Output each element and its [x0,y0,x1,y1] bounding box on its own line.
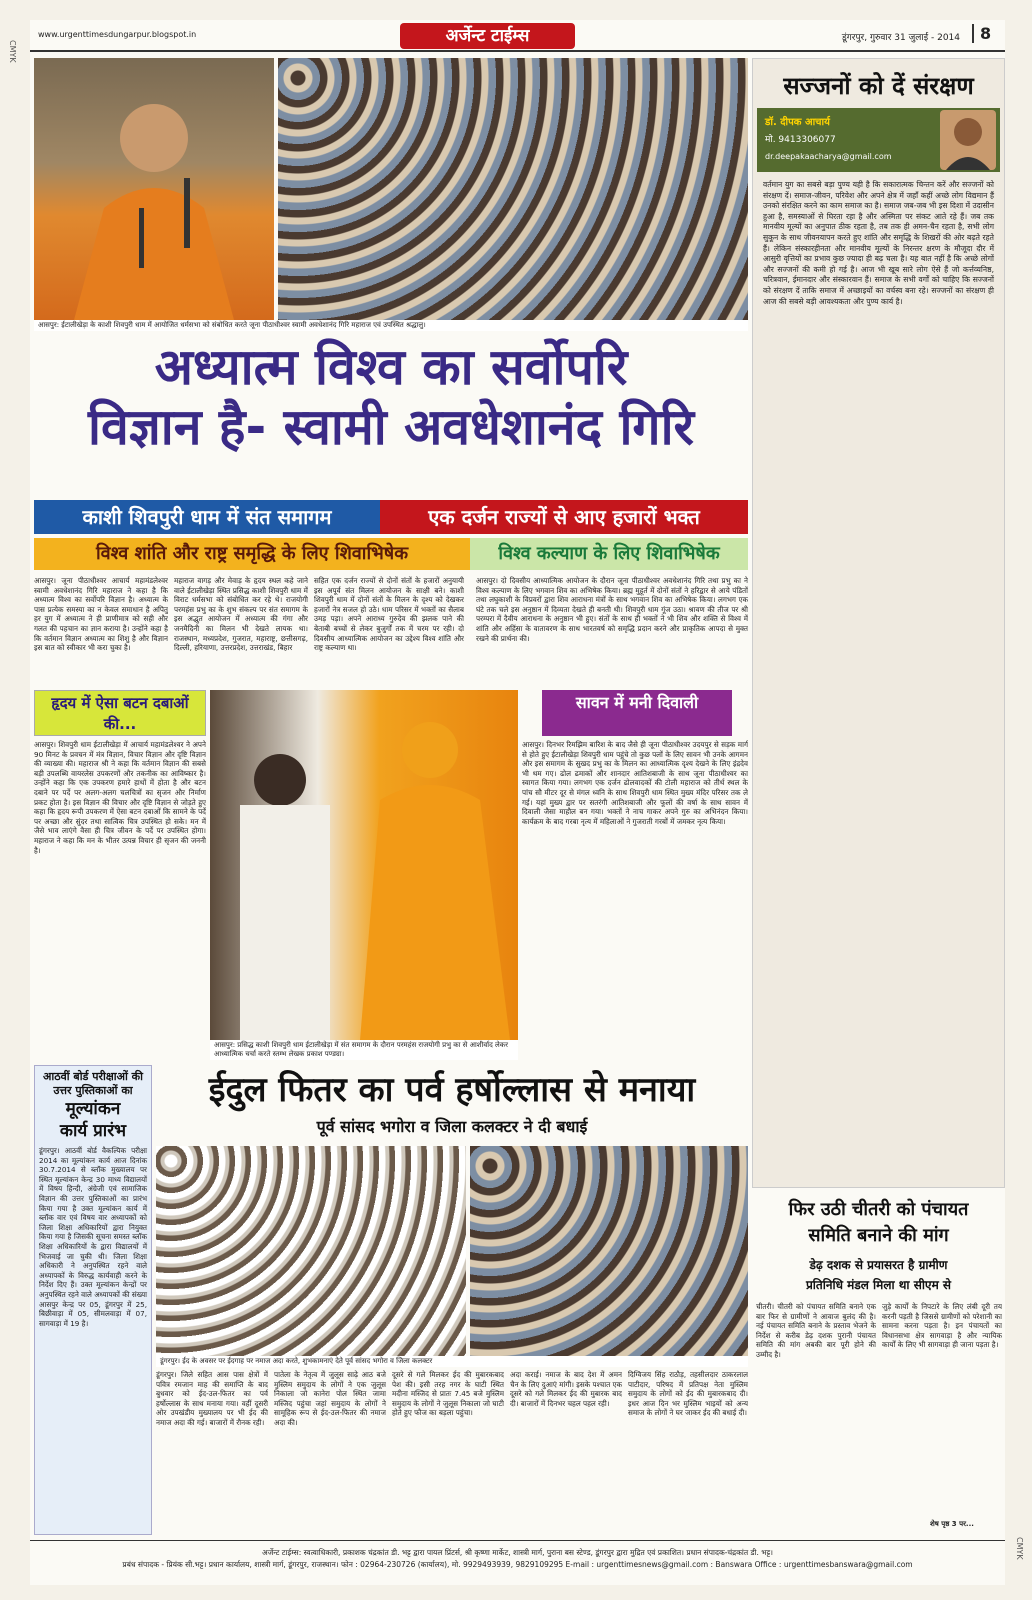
right-column-body: वर्तमान युग का सबसे बड़ा पुण्य यही है कि सकारात्मक चिन्तन करें और सज्जनों को संरक्षण दें। समाज-जीवन, परिवेश और अपने क्षेत्र में जहाँ कहीं अच्छे लोग विद्यमान हैं उनको संरक्षित करने का काम समाज का है। समाज जब-जब भी इस दिशा में उदासीन हुआ है, समस्याओं से घिरता रहा है और अस्मिता पर संकट आते रहे हैं। जब तक मानवीय मूल्यों का अनुपात ठीक रहता है, तब तक ही अमन-चैन रहता है, सभी लोग सुकून के साथ जीवनयापन करते हुए शांति और समृद्धि के शिखरों की ओर बढ़ते रहते हैं। लेकिन संस्कारहीनता और मानवीय मूल्यों के निरन्तर क्षरण के मौजूदा दौर में आसुरी वृत्तियों का प्रभाव कुछ ज्यादा ही बढ़ चला है। यह बात नहीं है कि अच्छे लोगों और सज्जनों की कमी हो गई है। आज भी खूब सारे लोग ऐसे हैं जो कर्त्तव्यनिष्ठ, चरित्रवान, ईमानदार और संस्कारवान हैं। समाज के सभी वर्गों को चाहिए कि सज्जनों को संरक्षण दें ताकि समाज में अच्छाइयों का वर्चस्व बना रहे। सज्जनों का संरक्षण ही आज की सबसे बड़ी आवश्यकता और पुण्य कार्य है। [763,180,994,306]
sidebar-title-1: आठवीं बोर्ड परीक्षाओं की [43,1070,143,1083]
brand-logo: अर्जेन्ट टाईम्स [400,23,575,49]
story-col-2: महाराज वागड़ और मेवाड़ के हृदय स्थल कहे जाने वाले ईटालीखेड़ा स्थित प्रसिद्ध काशी शिवपुरी धाम में विराट धर्मसभा को संबोधित कर रहे थे। राजयोगी परमहंस प्रभु का के शुभ संकल्प पर संत समागम के इस अद्भुत आयोजन में अध्यात्म की गंगा और जनमैदिनी का मिलन भी देखते लायक था। राजस्थान, मध्यप्रदेश, गुजरात, महाराष्ट्र, छत्तीसगढ़, दिल्ली, हरियाणा, उत्तरप्रदेश, उत्तराखंड, बिहार [174,576,308,653]
dateline: डूंगरपुर, गुरुवार 31 जुलाई - 2014 [841,33,960,43]
cmyk-marker-bottom: CMYK [1015,1537,1024,1560]
main-headline-line1: अध्यात्म विश्व का सर्वोपरि [154,338,628,396]
continued-note: शेष पृष्ठ 3 पर... [930,1520,974,1528]
chitri-title-1: फिर उठी चीतरी को पंचायत [788,1199,969,1220]
swami-photo [34,58,274,320]
box-right-body: आसपुर। दिनभर रिमझिम बारिश के बाद जैसे ही जूना पीठाधीश्वर उदयपुर से सड़क मार्ग से होते हुए ईटालीखेड़ा शिवपुरी धाम पहुंचे तो कुछ पलों के लिए सावन भी उनके आगमन और इस समागम के सुखद प्रभु का के मिलन का आध्यात्मिक दृश्य देखने के लिए इंद्रदेव भी थम गए। ढोल ढमाकों और शानदार आतिशबाजी के साथ जूना पीठाधीश्वर का स्वागत किया गया। लगभग एक दर्जन ढोलवादकों की टोली महाराज को तीर्थ स्थल के पांच सौ मीटर दूर से मंगल ध्वनि के साथ शिवपुरी धाम स्थित मुख्य मंदिर परिसर तक ले गई। यहां मुख्य द्वार पर सतरंगी आतिशबाजी और फूलों की वर्षा के साथ सावन में दिवाली जैसा माहौल बन गया। भक्तों ने नाच गाकर अपने गुरु का अभिनंदन किया। कार्यक्रम के बाद गरबा नृत्य में महिलाओं ने गुजराती गरबों में जमकर नृत्य किया। [522,740,748,826]
chitri-sub-2: प्रतिनिधि मंडल मिला था सीएम से [805,1278,952,1292]
right-column-title: सज्जनों को दें संरक्षण [783,72,974,100]
story-col-3: सहित एक दर्जन राज्यों से दोनों संतों के हजारों अनुयायी इस अपूर्व संत मिलन आयोजन के साक्षी बने। काशी शिवपुरी धाम में दोनों संतों के मिलन के दृश्य को देखकर हजारों नेत्र सजल हो उठे। धाम परिसर में भक्तों का सैलाब उमड़ पड़ा। अपने आराध्य गुरुदेव की झलक पाने की बेताबी बच्चों से लेकर बुजुर्गों तक में चरम पर रही। दो दिवसीय आध्यात्मिक आयोजन का उद्देश्य विश्व शांति और राष्ट्र कल्याण था। [314,576,464,653]
center-photo-caption: आसपुर: प्रसिद्ध काशी शिवपुरी धाम ईटालीखेड़ा में संत समागम के दौरान परमहंस राजयोगी प्रभु का से आशीर्वाद लेकर आध्यात्मिक चर्चा करते स्तम्भ लेखक प्रकाश पण्ड्या। [210,1040,518,1060]
cmyk-marker: CMYK [8,40,17,63]
sidebar-body: डूंगरपुर। आठवीं बोर्ड वैकल्पिक परीक्षा 2014 का मूल्यांकन कार्य आज दिनांक 30.7.2014 से ब्लॉक मुख्यालय पर स्थित मूल्यांकन केन्द्र 30 माध्य विद्यालयों में विषय हिन्दी, अंग्रेजी एवं सामाजिक विज्ञान की उत्तर पुस्तिकाओं का प्रारंभ किया गया है उक्त मूल्यांकन कार्य में ब्लॉक वार एवं विषय वार अध्यापकों को जिला शिक्षा अधिकारियों द्वारा नियुक्त किया गया है जिसकी सूचना समस्त ब्लॉक शिक्षा अधिकारियों के द्वारा विद्यालयों में भिजवाई जा चुकी थी। जिला शिक्षा अधिकारी ने अनुपस्थित रहने वाले अध्यापकों के विरुद्ध कार्यवाही करने के निर्देश दिए हैं। उक्त मूल्यांकन केन्द्रों पर अनुपस्थित रहने वाले अध्यापकों की संख्या आसपुर केन्द्र पर 05, डूंगरपुर में 25, बिछीवाड़ा में 05, सीमलवाड़ा में 07, सागवाड़ा में 19 है। [39,1146,147,1328]
story-col-1: आसपुर। जूना पीठाधीश्वर आचार्य महामंडलेश्वर स्वामी अवधेशानंद गिरि महाराज ने कहा है कि अध्यात्म विश्व का सर्वोपरि विज्ञान है। अध्यात्म के पास प्रत्येक समस्या का न केवल समाधान है अपितु हर युग में अध्यात्म ने ही प्राणीमात्र को सही और गलत की पहचान का ज्ञान कराया है। उन्होंने कहा है कि वर्तमान विज्ञान अध्यात्म का शिशु है और विज्ञान इस बात को स्वीकार भी करा चुका है। [34,576,168,653]
eid-col-3: दूसरे से गले मिलकर ईद की मुबारकबाद पेश की। इसी तरह नगर के घाटी स्थित मदीना मस्जिद से प्रातः 7.45 बजे मुस्लिम समुदाय के लोगों ने जुलूस निकाला जो घाटी होते हुए फौज का बड़ला पहुंचा। [392,1370,504,1418]
story-col-4: आसपुर। दो दिवसीय आध्यात्मिक आयोजन के दौरान जूना पीठाधीश्वर अवधेशानंद गिरि तथा प्रभु का ने विश्व कल्याण के लिए भगवान शिव का अभिषेक किया। ब्रह्म मुहूर्त में दोनों संतों ने हरिद्वार से आये पंडितों तथा लघुकाशी के विप्रवरों द्वारा शिव आराधना मंत्रों के साथ भगवान शिव का अभिषेक किया। लगभग एक घंटे तक चले इस अनुष्ठान में दिव्यता देखते ही बनती थी। शिवपुरी धाम गूंज उठा। श्रावण की तीज पर श्री परम्परा में दैवीय आराधना के अनुष्ठान भी हुए। संतों के साथ ही भक्तों ने भी शिव और शक्ति से विश्व में शांति और अहिंसा के वातावरण के साथ भारतवर्ष को समृद्धि प्रदान करने और प्राकृतिक आपदा से मुक्त रखने की प्रार्थना की। [476,576,748,643]
newspaper-page [30,20,1005,1585]
box-right-title: सावन में मनी दिवाली [542,690,732,736]
eid-col-4: अदा कराई। नमाज के बाद देश में अमन चैन के लिए दुआएं मांगी। इसके पश्चात एक दूसरे को गले मिलकर ईद की मुबारक बाद दी। बाजारों में दिनभर चहल पहल रही। [510,1370,622,1408]
swami-figure-icon [34,58,274,320]
eid-col-1: डूंगरपुर। जिले सहित आस पास क्षेत्रों में पवित्र रमजान माह की समाप्ति के बाद बुधवार को ईद-उल-फितर का पर्व हर्षोल्लास के साथ मनाया गया। वहीं दूसरी ओर उपखंडीय मुख्यालय पर भी ईद की नमाज अदा की गई। बाजारों में रौनक रही। [156,1370,268,1427]
eid-caption: डूंगरपुर। ईद के अवसर पर ईदगाह पर नमाज अदा करते, शुभकामनाएं देते पूर्व सांसद भगोरा व जिला कलक्टर [156,1356,748,1367]
chitri-col-1: चीतरी। चीतरी को पंचायत समिति बनाने एक बार फिर से ग्रामीणों ने आवाज बुलंद की है। नई पंचायत समिति बनाने के प्रस्ताव भेजने के निर्देश से करीब डेढ़ दशक पुरानी पंचायत समिति की मांग अबकी बार पूरी होने की उम्मीद है। [756,1302,876,1359]
band-red: एक दर्जन राज्यों से आए हजारों भक्त [380,500,748,534]
footer-line-1: अर्जेन्ट टाईम्स: स्वत्वाधिकारी, प्रकाशक चंद्रकांत डी. भट्ट द्वारा पायल प्रिंटर्स, श्री कृष्णा मार्केट, शास्त्री मार्ग, पुराना बस स्टेण्ड, डूंगरपुर द्वारा मुद्रित एवं प्रकाशित। प्रधान संपादक-चंद्रकांत डी. भट्ट। [261,1548,774,1557]
blessing-figures-icon [210,690,518,1040]
eid-col-2: पातेला के नेतृत्व में जुलूस साढ़े आठ बजे मुस्लिम समुदाय के लोगों ने एक जुलूस निकाला जो कानेरा पोल स्थित जामा मस्जिद पहुंचा जहां समुदाय के लोगों ने सामूहिक रूप से ईद-उल-फितर की नमाज अदा की। [274,1370,386,1427]
eid-greeting-photo [470,1146,748,1356]
eid-headline: ईदुल फितर का पर्व हर्षोल्लास से मनाया [208,1070,696,1110]
eid-col-5: दिग्विजय सिंह राठौड़, तहसीलदार ठाकरलाल पाटीदार, परिषद में प्रतिपक्ष नेता मुस्लिम समुदाय के लोगों को ईद की मुबारकबाद दी। इधर आज दिन भर मुस्लिम भाइयों को अन्य समाज के लोगों ने घर जाकर ईद की बधाई दी। [628,1370,748,1418]
sidebar-title-4: कार्य प्रारंभ [59,1121,127,1141]
author-name: डॉ. दीपक आचार्य [765,117,830,128]
sidebar-title-3: मूल्यांकन [65,1099,121,1119]
band-blue: काशी शिवपुरी धाम में संत समागम [34,500,380,534]
chitri-sub-1: डेढ़ दशक से प्रयासरत है ग्रामीण [809,1258,948,1272]
author-portrait [940,110,996,170]
chitri-title-2: समिति बनाने की मांग [808,1225,949,1246]
author-email[interactable]: dr.deepakaacharya@gmail.com [765,152,892,161]
blessing-photo [210,690,518,1040]
top-photo-caption: आसपुर: ईटालीखेड़ा के काशी शिवपुरी धाम में आयोजित धर्मसभा को संबोधित करते जूना पीठाधीश्वर स्वामी अवधेशानंद गिरि महाराज एवं उपस्थित श्रद्धालु। [34,320,748,331]
footer [30,1540,1005,1585]
eid-subhead: पूर्व सांसद भगोरा व जिला कलक्टर ने दी बधाई [316,1117,588,1136]
author-block [757,108,1000,172]
footer-line-2: प्रबंध संपादक - प्रियंक सी.भट्ट। प्रधान कार्यालय, शास्त्री मार्ग, डूंगरपुर, राजस्थान। फोन : 02964-230726 (कार्यालय), मो. 9929493939, 9829109295 E-mail : urgenttimesnews@gmail.com : Banswara Office : urgenttimesbanswara@gmail.com [122,1560,913,1569]
left-sidebar [34,1065,152,1535]
band-green: विश्व कल्याण के लिए शिवाभिषेक [470,538,748,570]
main-headline-line2: विज्ञान है- स्वामी अवधेशानंद गिरि [88,398,694,456]
sidebar-title-2: उत्तर पुस्तिकाओं का [53,1084,133,1097]
chitri-col-2: जुड़े कार्यों के निपटारे के लिए लंबी दूरी तय करनी पड़ती है जिससे ग्रामीणों को परेशानी का सामना करना पड़ता है। इन पंचायतों का विधानसभा क्षेत्र सागवाड़ा है और न्यायिक कार्यों के लिए भी सागवाड़ा ही जाना पड़ता है। [882,1302,1002,1350]
page-number: 8 [972,24,991,43]
author-phone: मो. 9413306077 [765,135,836,145]
person-icon [940,110,996,170]
box-left-body: आसपुर। शिवपुरी धाम ईटालीखेड़ा में आचार्य महामंडलेश्वर ने अपने 90 मिनट के प्रवचन में मंत्र विज्ञान, विचार विज्ञान और दृष्टि विज्ञान की व्याख्या की। महाराज श्री ने कहा कि वर्तमान विज्ञान की सबसे बड़ी उपलब्धि वायरलेस उपकरणों और तकनीक का आविष्कार है। उन्होंने कहा कि एक उपकरण हमारे हाथों में होता है और बटन दबाने पर पर्दे पर अलग-अलग चलचित्रों का सृजन और निर्माण प्रकट होता है। इस विज्ञान की विचार और दृष्टि विज्ञान से जोड़ते हुए कहा कि हृदय रूपी उपकरण में ऐसा बटन दबाओं कि सामने के पर्दे पर अच्छा और सुंदर तथा सात्विक चित्र उपस्थित हो सके। मन में जैसे भाव लाएंगे वैसा ही चित्र जीवन के पर्दे पर उपस्थित होगा। महाराज ने कहा कि मन के भीतर उत्पन्न विचार ही सृजन की जननी है। [34,740,206,855]
right-column [752,58,1005,1188]
site-url[interactable]: www.urgenttimesdungarpur.blogspot.in [38,30,197,39]
crowd-photo [278,58,748,320]
eid-prayer-photo [156,1146,466,1356]
band-yellow: विश्व शांति और राष्ट्र समृद्धि के लिए शिवाभिषेक [34,538,470,570]
box-left-title: हृदय में ऐसा बटन दबाओं की... [34,690,206,736]
masthead [30,20,1005,52]
